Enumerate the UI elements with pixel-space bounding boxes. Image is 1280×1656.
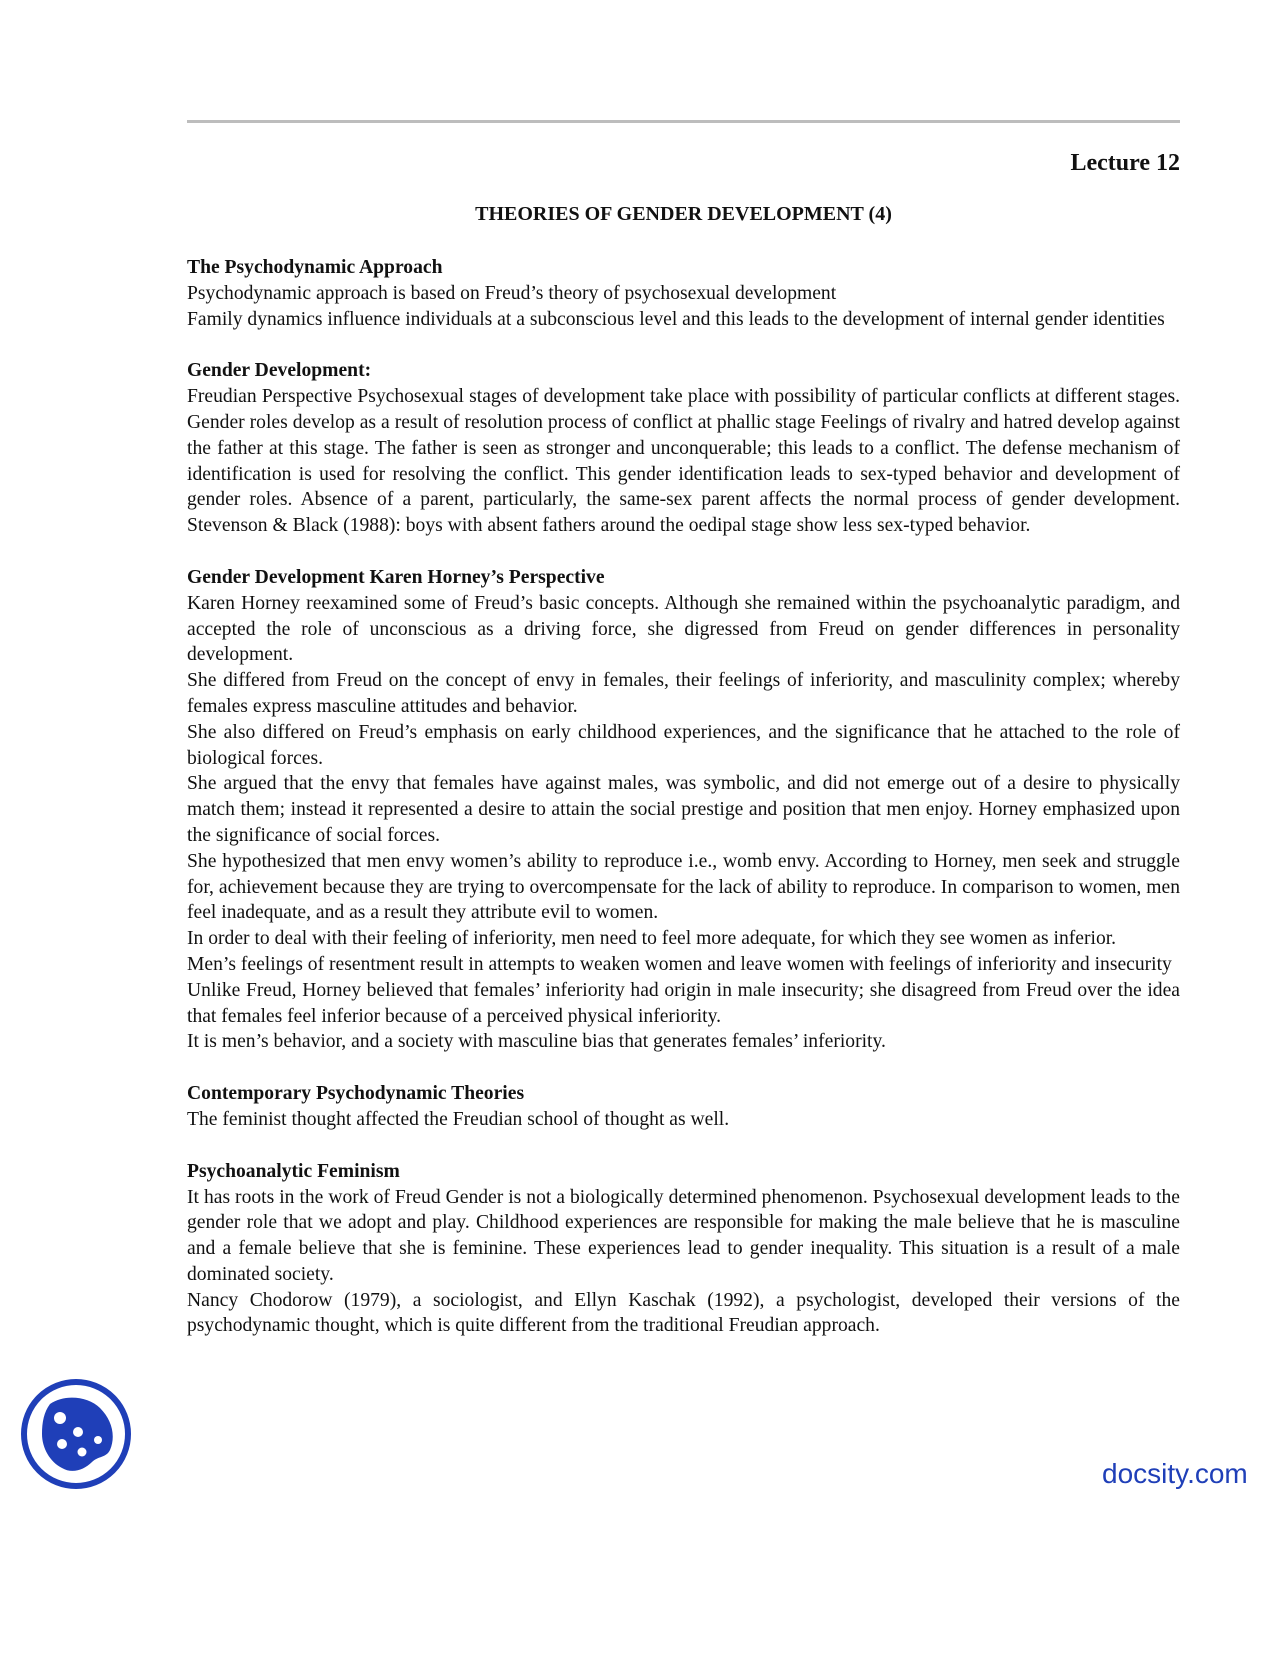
paragraph: She also differed on Freud’s emphasis on early childhood experiences, and the significance that he attached to the role of biological forces. (187, 721, 1180, 769)
lecture-number: Lecture 12 (1070, 150, 1180, 176)
docsity-logo-icon[interactable] (20, 1378, 132, 1490)
paragraph: She differed from Freud on the concept of envy in females, their feelings of inferiority, and masculinity complex; whereby females express masculine attitudes and behavior. (187, 670, 1180, 717)
paragraph: Freudian Perspective Psychosexual stages of development take place with possibility of particular conflicts at different stages. Gender roles develop as a result of resolution process of conflict at phallic stage Feelings of rivalry and hatred develop against the father at this stage. The father is seen as stronger and unconquerable; this leads to a conflict. The defense mechanism of identification is used for resolving the conflict. This gender identification leads to sex-typed behavior and development of gender roles. Absence of a parent, particularly, the same-sex parent affects the normal process of gender development. Stevenson & Black (1988): boys with absent fathers around the oedipal stage show less sex-typed behavior. (187, 386, 1180, 537)
docsity-link[interactable]: docsity.com (1102, 1458, 1248, 1489)
paragraph: She argued that the envy that females have against males, was symbolic, and did not emerge out of a desire to physically match them; instead it represented a desire to attain the social prestige and position that men enjoy. Horney emphasized upon the significance of social forces. (187, 773, 1180, 846)
paragraph: It has roots in the work of Freud Gender is not a biologically determined phenomenon. Psychosexual development leads to the gender role that we adopt and play. Childhood experiences are responsible for making the male believe that he is masculine and a female believe that she is feminine. These experiences lead to gender inequality. This situation is a result of a male dominated society. (187, 1186, 1180, 1285)
page-title: THEORIES OF GENDER DEVELOPMENT (4) (475, 203, 892, 225)
section-heading: Psychoanalytic Feminism (187, 1160, 400, 1182)
paragraph: Men’s feelings of resentment result in attempts to weaken women and leave women with feelings of inferiority and insecurity (187, 953, 1172, 975)
section-heading: Contemporary Psychodynamic Theories (187, 1083, 525, 1105)
paragraph: Nancy Chodorow (1979), a sociologist, and Ellyn Kaschak (1992), a psychologist, developed their versions of the psychodynamic thought, which is quite different from the traditional Freudian approach. (187, 1289, 1180, 1337)
paragraph: Unlike Freud, Horney believed that females’ inferiority had origin in male insecurity; she disagreed from Freud over the idea that females feel inferior because of a perceived physical inferiority. (187, 979, 1180, 1027)
section-heading: Gender Development Karen Horney’s Perspective (187, 566, 605, 588)
section-karen-horney (187, 565, 1180, 1055)
document-body (187, 255, 1180, 1365)
section-psychoanalytic-feminism (187, 1159, 1180, 1340)
section-gender-development (187, 358, 1180, 539)
paragraph: Karen Horney reexamined some of Freud’s basic concepts. Although she remained within the psychoanalytic paradigm, and accepted the role of unconscious as a driving force, she digressed from Freud on gender differences in personality development. (187, 592, 1180, 666)
section-heading: Gender Development: (187, 360, 372, 382)
section-heading: The Psychodynamic Approach (187, 257, 443, 278)
paragraph: Psychodynamic approach is based on Freud’s theory of psychosexual development (187, 282, 837, 304)
section-contemporary-theories (187, 1081, 1180, 1133)
section-psychodynamic-approach (187, 255, 1180, 332)
paragraph: Family dynamics influence individuals at a subconscious level and this leads to the development of internal gender identities (187, 308, 1165, 330)
paragraph: The feminist thought affected the Freudian school of thought as well. (187, 1108, 730, 1130)
paragraph: In order to deal with their feeling of inferiority, men need to feel more adequate, for which they see women as inferior. (187, 928, 1117, 950)
header-rule (187, 120, 1180, 123)
paragraph: It is men’s behavior, and a society with masculine bias that generates females’ inferiority. (187, 1031, 886, 1053)
paragraph: She hypothesized that men envy women’s ability to reproduce i.e., womb envy. According to Horney, men seek and struggle for, achievement because they are trying to overcompensate for the lack of ability to reproduce. In comparison to women, men feel inadequate, and as a result they attribute evil to women. (187, 850, 1180, 924)
